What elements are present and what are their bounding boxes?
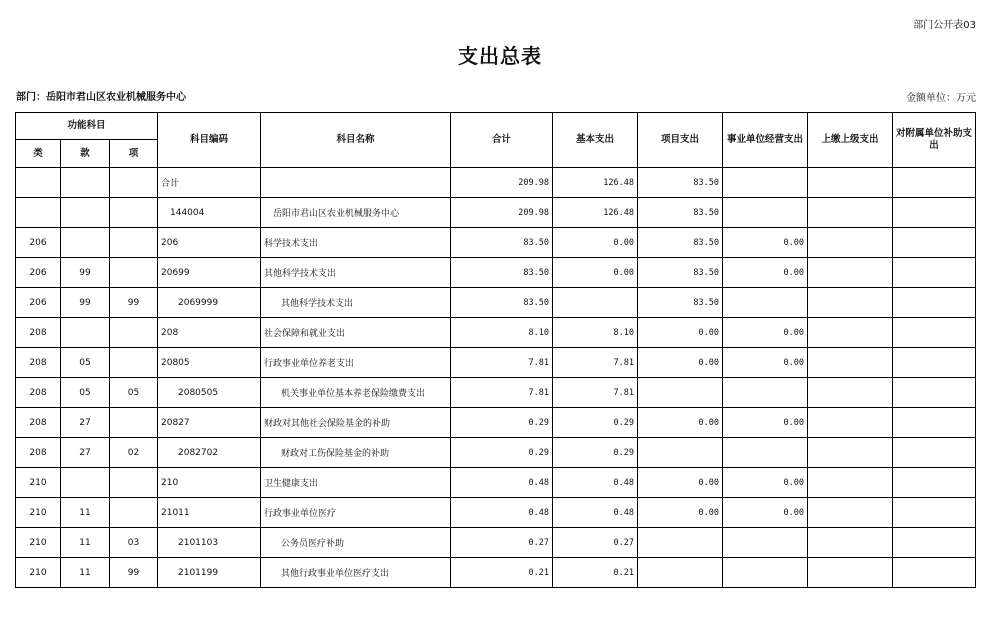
cell-xiang <box>110 168 158 198</box>
header-xiang: 项 <box>110 140 158 168</box>
department-label: 部门：岳阳市君山区农业机械服务中心 <box>16 92 186 103</box>
cell-total: 83.50 <box>451 258 553 288</box>
cell-basic: 0.29 <box>553 408 638 438</box>
cell-subsidy <box>893 198 976 228</box>
cell-kuan: 11 <box>61 498 110 528</box>
cell-basic: 126.48 <box>553 198 638 228</box>
cell-total: 0.48 <box>451 498 553 528</box>
cell-subsidy <box>893 228 976 258</box>
cell-lei: 208 <box>16 348 61 378</box>
cell-xiang: 99 <box>110 288 158 318</box>
cell-superior <box>808 378 893 408</box>
cell-business <box>723 558 808 588</box>
cell-subsidy <box>893 378 976 408</box>
cell-xiang <box>110 258 158 288</box>
cell-xiang: 02 <box>110 438 158 468</box>
cell-basic: 126.48 <box>553 168 638 198</box>
cell-superior <box>808 468 893 498</box>
cell-project: 0.00 <box>638 348 723 378</box>
cell-project <box>638 378 723 408</box>
cell-business <box>723 168 808 198</box>
cell-xiang <box>110 318 158 348</box>
cell-project: 83.50 <box>638 288 723 318</box>
cell-total: 209.98 <box>451 168 553 198</box>
cell-superior <box>808 258 893 288</box>
cell-kuan <box>61 318 110 348</box>
cell-lei: 208 <box>16 438 61 468</box>
cell-code: 2082702 <box>158 438 261 468</box>
cell-name: 其他行政事业单位医疗支出 <box>261 558 451 588</box>
table-row <box>16 168 976 198</box>
table-row <box>16 198 976 228</box>
table-row <box>16 408 976 438</box>
table-row <box>16 498 976 528</box>
cell-name: 财政对其他社会保险基金的补助 <box>261 408 451 438</box>
cell-project <box>638 558 723 588</box>
cell-business: 0.00 <box>723 468 808 498</box>
cell-business: 0.00 <box>723 258 808 288</box>
table-row <box>16 348 976 378</box>
amount-unit-label: 金额单位：万元 <box>906 93 976 104</box>
table-row <box>16 468 976 498</box>
cell-superior <box>808 318 893 348</box>
cell-code: 2080505 <box>158 378 261 408</box>
table-row <box>16 228 976 258</box>
header-total: 合计 <box>451 113 553 168</box>
cell-code: 合计 <box>158 168 261 198</box>
cell-name: 财政对工伤保险基金的补助 <box>261 438 451 468</box>
cell-project: 0.00 <box>638 318 723 348</box>
cell-basic: 0.29 <box>553 438 638 468</box>
cell-project: 0.00 <box>638 408 723 438</box>
cell-total: 7.81 <box>451 348 553 378</box>
cell-superior <box>808 168 893 198</box>
cell-basic: 0.48 <box>553 468 638 498</box>
cell-superior <box>808 408 893 438</box>
cell-basic: 0.00 <box>553 258 638 288</box>
cell-kuan: 99 <box>61 258 110 288</box>
cell-total: 209.98 <box>451 198 553 228</box>
header-business: 事业单位经营支出 <box>723 113 808 168</box>
cell-business: 0.00 <box>723 498 808 528</box>
cell-xiang <box>110 498 158 528</box>
cell-business: 0.00 <box>723 408 808 438</box>
cell-business <box>723 198 808 228</box>
cell-xiang: 03 <box>110 528 158 558</box>
cell-name: 科学技术支出 <box>261 228 451 258</box>
cell-project <box>638 528 723 558</box>
cell-xiang <box>110 228 158 258</box>
cell-lei: 208 <box>16 318 61 348</box>
cell-business <box>723 528 808 558</box>
cell-superior <box>808 438 893 468</box>
cell-superior <box>808 198 893 228</box>
cell-lei: 208 <box>16 408 61 438</box>
cell-xiang <box>110 348 158 378</box>
table-row <box>16 288 976 318</box>
cell-project: 0.00 <box>638 468 723 498</box>
form-number: 部门公开表03 <box>913 20 976 31</box>
cell-subsidy <box>893 408 976 438</box>
cell-basic: 8.10 <box>553 318 638 348</box>
cell-basic: 0.00 <box>553 228 638 258</box>
cell-project: 83.50 <box>638 228 723 258</box>
header-kuan: 款 <box>61 140 110 168</box>
cell-name: 行政事业单位养老支出 <box>261 348 451 378</box>
cell-business: 0.00 <box>723 318 808 348</box>
cell-kuan: 27 <box>61 438 110 468</box>
cell-total: 83.50 <box>451 228 553 258</box>
cell-code: 20699 <box>158 258 261 288</box>
cell-subsidy <box>893 468 976 498</box>
header-name: 科目名称 <box>261 113 451 168</box>
cell-subsidy <box>893 168 976 198</box>
cell-lei: 210 <box>16 528 61 558</box>
cell-project: 83.50 <box>638 258 723 288</box>
cell-kuan: 11 <box>61 558 110 588</box>
cell-lei: 210 <box>16 468 61 498</box>
cell-subsidy <box>893 348 976 378</box>
header-lei: 类 <box>16 140 61 168</box>
cell-kuan <box>61 168 110 198</box>
cell-project: 83.50 <box>638 198 723 228</box>
cell-subsidy <box>893 528 976 558</box>
cell-project: 83.50 <box>638 168 723 198</box>
cell-kuan: 27 <box>61 408 110 438</box>
cell-total: 0.21 <box>451 558 553 588</box>
cell-xiang: 05 <box>110 378 158 408</box>
cell-business <box>723 288 808 318</box>
header-basic: 基本支出 <box>553 113 638 168</box>
cell-basic: 0.21 <box>553 558 638 588</box>
cell-superior <box>808 288 893 318</box>
cell-name: 公务员医疗补助 <box>261 528 451 558</box>
cell-project <box>638 438 723 468</box>
cell-xiang <box>110 198 158 228</box>
cell-name <box>261 168 451 198</box>
cell-code: 20805 <box>158 348 261 378</box>
cell-subsidy <box>893 318 976 348</box>
header-project: 项目支出 <box>638 113 723 168</box>
table-body <box>16 168 976 588</box>
cell-business: 0.00 <box>723 348 808 378</box>
cell-name: 机关事业单位基本养老保险缴费支出 <box>261 378 451 408</box>
header-code: 科目编码 <box>158 113 261 168</box>
cell-lei: 206 <box>16 288 61 318</box>
cell-code: 144004 <box>158 198 261 228</box>
cell-code: 21011 <box>158 498 261 528</box>
cell-total: 0.29 <box>451 438 553 468</box>
cell-business <box>723 378 808 408</box>
cell-lei: 206 <box>16 228 61 258</box>
cell-basic: 0.27 <box>553 528 638 558</box>
cell-code: 210 <box>158 468 261 498</box>
cell-xiang <box>110 408 158 438</box>
cell-name: 其他科学技术支出 <box>261 258 451 288</box>
cell-basic: 7.81 <box>553 348 638 378</box>
cell-name: 社会保障和就业支出 <box>261 318 451 348</box>
cell-lei: 210 <box>16 498 61 528</box>
cell-kuan: 05 <box>61 348 110 378</box>
cell-total: 0.27 <box>451 528 553 558</box>
cell-lei: 208 <box>16 378 61 408</box>
cell-code: 2069999 <box>158 288 261 318</box>
table-row <box>16 378 976 408</box>
cell-code: 206 <box>158 228 261 258</box>
header-subsidy: 对附属单位补助支出 <box>893 113 976 168</box>
cell-basic: 0.48 <box>553 498 638 528</box>
expenditure-table <box>15 112 976 588</box>
cell-code: 2101199 <box>158 558 261 588</box>
cell-subsidy <box>893 558 976 588</box>
cell-total: 7.81 <box>451 378 553 408</box>
cell-subsidy <box>893 498 976 528</box>
cell-total: 0.48 <box>451 468 553 498</box>
cell-lei <box>16 198 61 228</box>
page-title: 支出总表 <box>458 44 542 68</box>
cell-kuan: 05 <box>61 378 110 408</box>
cell-superior <box>808 498 893 528</box>
cell-basic <box>553 288 638 318</box>
cell-kuan <box>61 198 110 228</box>
cell-name: 卫生健康支出 <box>261 468 451 498</box>
header-func-subject: 功能科目 <box>16 113 158 140</box>
cell-basic: 7.81 <box>553 378 638 408</box>
cell-kuan: 99 <box>61 288 110 318</box>
table-row <box>16 528 976 558</box>
cell-total: 83.50 <box>451 288 553 318</box>
cell-total: 8.10 <box>451 318 553 348</box>
cell-subsidy <box>893 438 976 468</box>
cell-lei: 206 <box>16 258 61 288</box>
cell-code: 208 <box>158 318 261 348</box>
header-superior: 上缴上级支出 <box>808 113 893 168</box>
table-row <box>16 558 976 588</box>
cell-kuan <box>61 468 110 498</box>
cell-superior <box>808 348 893 378</box>
cell-name: 其他科学技术支出 <box>261 288 451 318</box>
cell-code: 2101103 <box>158 528 261 558</box>
cell-name: 岳阳市君山区农业机械服务中心 <box>261 198 451 228</box>
cell-subsidy <box>893 288 976 318</box>
cell-lei: 210 <box>16 558 61 588</box>
cell-project: 0.00 <box>638 498 723 528</box>
cell-business <box>723 438 808 468</box>
table-row <box>16 258 976 288</box>
table-row <box>16 318 976 348</box>
cell-total: 0.29 <box>451 408 553 438</box>
cell-subsidy <box>893 258 976 288</box>
table-row <box>16 438 976 468</box>
cell-code: 20827 <box>158 408 261 438</box>
cell-kuan <box>61 228 110 258</box>
cell-superior <box>808 228 893 258</box>
cell-xiang <box>110 468 158 498</box>
cell-business: 0.00 <box>723 228 808 258</box>
cell-xiang: 99 <box>110 558 158 588</box>
cell-lei <box>16 168 61 198</box>
cell-name: 行政事业单位医疗 <box>261 498 451 528</box>
cell-superior <box>808 558 893 588</box>
cell-superior <box>808 528 893 558</box>
cell-kuan: 11 <box>61 528 110 558</box>
